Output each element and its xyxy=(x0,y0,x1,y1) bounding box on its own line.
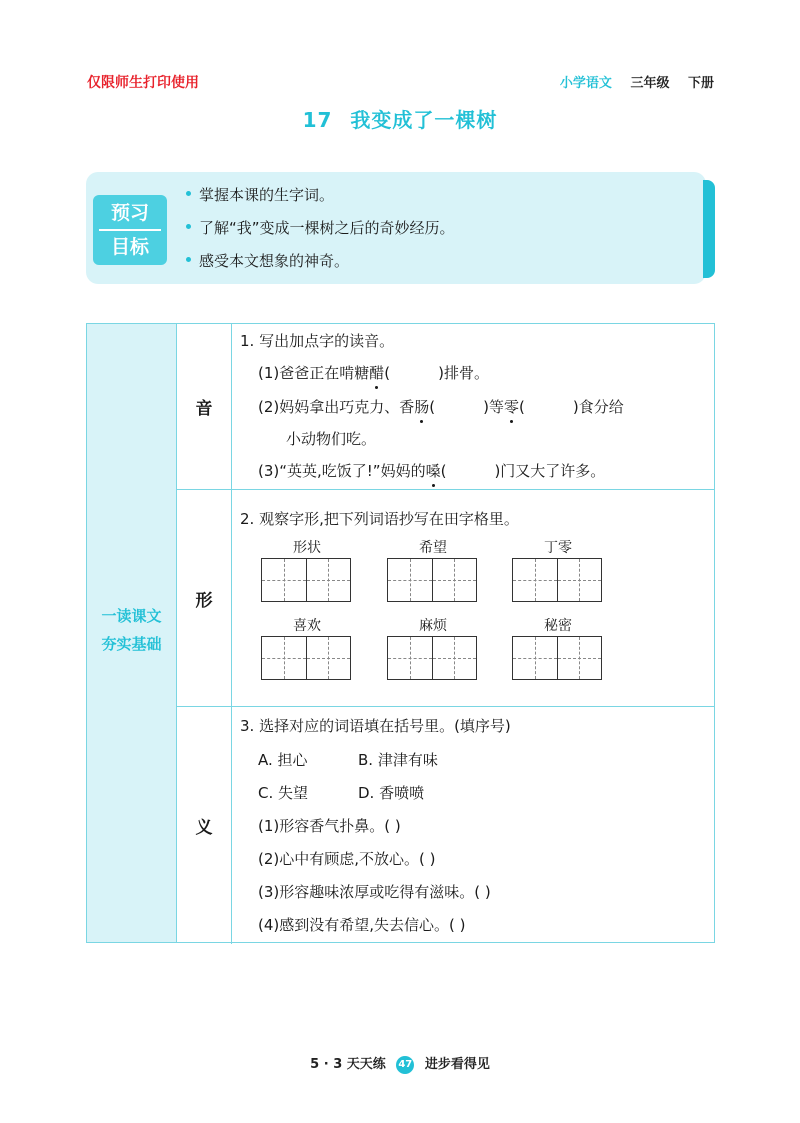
option-row: C. 失望 D. 香喷喷 xyxy=(258,784,425,802)
preview-box-edge xyxy=(703,180,715,278)
footer-slogan: 进步看得见 xyxy=(424,1057,490,1072)
row-content xyxy=(232,707,714,944)
category-yi: 义 xyxy=(177,707,232,944)
row-meaning xyxy=(177,707,714,944)
dotted-char: 嗓 xyxy=(425,462,441,480)
word-grid: 形状 xyxy=(261,538,353,602)
tian-grid[interactable] xyxy=(512,636,602,680)
tian-grid[interactable] xyxy=(512,558,602,602)
tian-grid[interactable] xyxy=(387,636,477,680)
dotted-char: 肠 xyxy=(414,398,430,416)
row-content xyxy=(232,324,714,489)
section-label: 一读课文 夯实基础 xyxy=(101,607,162,653)
dotted-char: 零 xyxy=(503,398,519,416)
category-xing: 形 xyxy=(177,490,232,706)
bullet-icon xyxy=(186,224,191,229)
grade-label: 三年级 xyxy=(630,76,670,91)
question-3: 3. 选择对应的词语填在括号里。(填序号) xyxy=(240,717,511,735)
word-grid: 秘密 xyxy=(512,616,604,680)
section-column xyxy=(87,324,177,942)
preview-badge-line2: 目标 xyxy=(110,236,149,258)
sub-question-cont: 小动物们吃。 xyxy=(286,430,377,448)
exercise-table xyxy=(86,323,715,943)
question-1: 1. 写出加点字的读音。 xyxy=(240,332,395,350)
volume-label: 下册 xyxy=(687,76,714,91)
goal-item: 感受本文想象的神奇。 xyxy=(186,250,455,283)
row-pronunciation xyxy=(177,324,714,490)
preview-badge xyxy=(93,195,167,265)
page-number: 47 xyxy=(396,1056,414,1074)
sub-question: (2)妈妈拿出巧克力、香肠( )等零( )食分给 xyxy=(258,398,624,416)
category-yin: 音 xyxy=(177,324,232,489)
tian-grid[interactable] xyxy=(261,558,351,602)
sub-question: (2)心中有顾虑,不放心。( ) xyxy=(258,850,436,868)
row-content xyxy=(232,490,714,706)
tian-grid[interactable] xyxy=(261,636,351,680)
preview-badge-line1: 预习 xyxy=(110,202,149,224)
word-grid: 丁零 xyxy=(512,538,604,602)
goal-list xyxy=(186,184,455,283)
dotted-char: 醋 xyxy=(369,364,385,382)
word-grid: 喜欢 xyxy=(261,616,353,680)
row-shape xyxy=(177,490,714,707)
sub-question: (3)“英英,吃饭了!”妈妈的嗓( )门又大了许多。 xyxy=(258,462,606,480)
lesson-title xyxy=(0,104,800,133)
sub-question: (4)感到没有希望,失去信心。( ) xyxy=(258,916,466,934)
subject-label: 小学语文 xyxy=(559,76,612,91)
goal-item: 了解“我”变成一棵树之后的奇妙经历。 xyxy=(186,217,455,250)
page-footer xyxy=(0,1053,800,1074)
footer-brand: 5 · 3 天天练 xyxy=(310,1057,386,1072)
word-grid: 希望 xyxy=(387,538,479,602)
goal-item: 掌握本课的生字词。 xyxy=(186,184,455,217)
book-info xyxy=(560,72,714,91)
word-grid: 麻烦 xyxy=(387,616,479,680)
sub-question: (1)爸爸正在啃糖醋( )排骨。 xyxy=(258,364,489,382)
lesson-number: 17 xyxy=(302,108,333,132)
tian-grid[interactable] xyxy=(387,558,477,602)
question-2: 2. 观察字形,把下列词语抄写在田字格里。 xyxy=(240,510,519,528)
sub-question: (3)形容趣味浓厚或吃得有滋味。( ) xyxy=(258,883,491,901)
bullet-icon xyxy=(186,191,191,196)
option-row: A. 担心 B. 津津有味 xyxy=(258,751,438,769)
print-notice: 仅限师生打印使用 xyxy=(87,75,199,91)
lesson-name: 我变成了一棵树 xyxy=(350,108,498,132)
sub-question: (1)形容香气扑鼻。( ) xyxy=(258,817,401,835)
bullet-icon xyxy=(186,257,191,262)
